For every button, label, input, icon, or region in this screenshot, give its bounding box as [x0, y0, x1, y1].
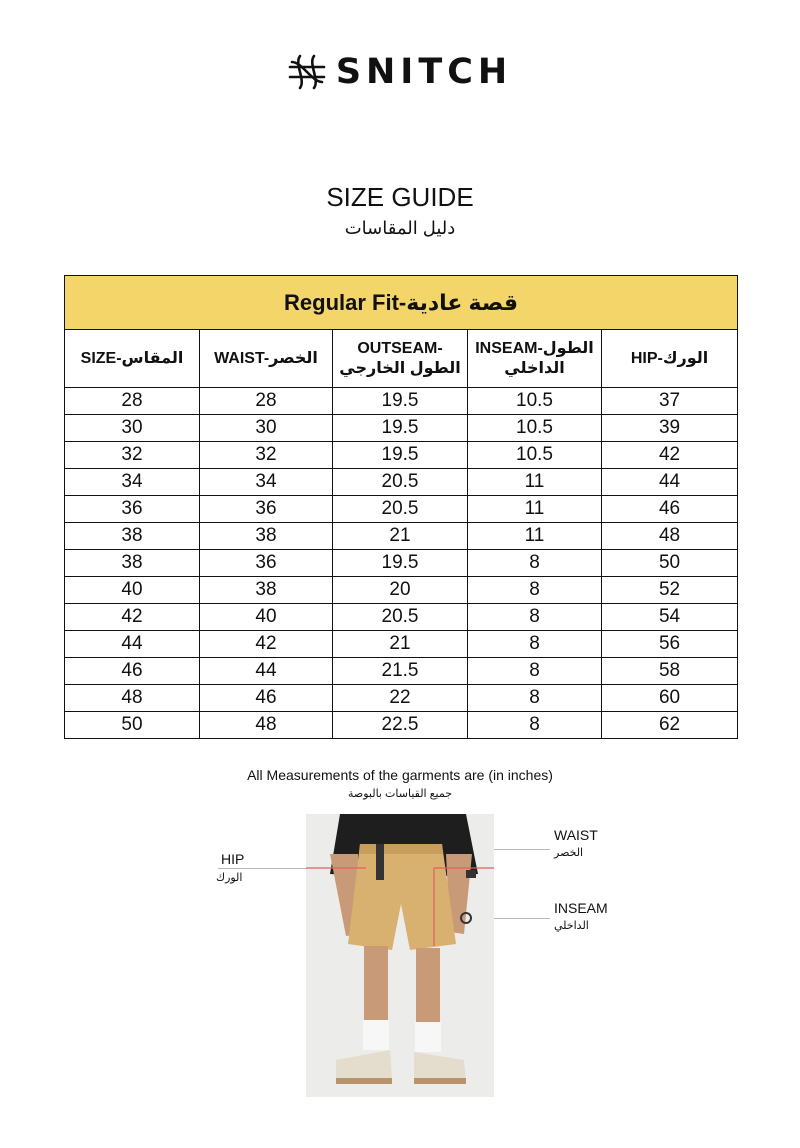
inseam-pointer-line [494, 918, 550, 919]
table-cell: 58 [602, 658, 738, 685]
hip-label: HIP [221, 851, 245, 867]
table-cell: 21.5 [333, 658, 468, 685]
measurement-note-arabic: جميع القياسات بالبوصة [347, 788, 453, 800]
table-cell: 50 [65, 712, 200, 739]
table-row [65, 685, 738, 712]
table-row [65, 604, 738, 631]
table-cell: 50 [602, 550, 738, 577]
table-cell: 34 [200, 469, 333, 496]
table-row [65, 631, 738, 658]
table-row [65, 712, 738, 739]
brand-name: SNITCH [335, 52, 513, 92]
table-cell: 28 [200, 388, 333, 415]
table-cell: 40 [200, 604, 333, 631]
table-cell: 30 [65, 415, 200, 442]
table-cell: 46 [602, 496, 738, 523]
table-cell: 34 [65, 469, 200, 496]
table-cell: 54 [602, 604, 738, 631]
table-cell: 19.5 [333, 550, 468, 577]
table-cell: 38 [200, 577, 333, 604]
table-cell: 10.5 [468, 442, 602, 469]
table-cell: 10.5 [468, 415, 602, 442]
table-cell: 48 [602, 523, 738, 550]
table-cell: 22.5 [333, 712, 468, 739]
table-cell: 56 [602, 631, 738, 658]
table-row [65, 388, 738, 415]
table-cell: 46 [200, 685, 333, 712]
fit-header: Regular Fit-قصة عادية [65, 276, 738, 330]
table-cell: 8 [468, 658, 602, 685]
table-cell: 36 [200, 550, 333, 577]
hip-label-arabic: الورك [216, 872, 243, 884]
brand-logo [0, 52, 800, 92]
table-cell: 48 [65, 685, 200, 712]
table-cell: 42 [602, 442, 738, 469]
table-cell: 8 [468, 712, 602, 739]
table-cell: 32 [65, 442, 200, 469]
snitch-logo-icon [288, 54, 326, 90]
model-photo [306, 814, 494, 1097]
table-row [65, 658, 738, 685]
table-cell: 21 [333, 631, 468, 658]
waist-label-arabic: الخصر [554, 847, 584, 859]
measurement-note: All Measurements of the garments are (in inches) [247, 767, 553, 783]
table-cell: 28 [65, 388, 200, 415]
table-cell: 8 [468, 604, 602, 631]
table-row [65, 496, 738, 523]
column-header: WAIST-الخصر [200, 330, 333, 388]
table-cell: 46 [65, 658, 200, 685]
table-cell: 11 [468, 496, 602, 523]
table-cell: 10.5 [468, 388, 602, 415]
table-row [65, 415, 738, 442]
table-cell: 42 [200, 631, 333, 658]
waist-pointer-line [494, 849, 550, 850]
table-cell: 20.5 [333, 496, 468, 523]
table-cell: 37 [602, 388, 738, 415]
table-cell: 8 [468, 631, 602, 658]
table-cell: 60 [602, 685, 738, 712]
table-cell: 20.5 [333, 469, 468, 496]
table-cell: 21 [333, 523, 468, 550]
table-cell: 62 [602, 712, 738, 739]
inseam-label: INSEAM [554, 900, 608, 916]
column-header: HIP-الورك [602, 330, 738, 388]
table-cell: 48 [200, 712, 333, 739]
table-cell: 11 [468, 469, 602, 496]
table-cell: 22 [333, 685, 468, 712]
column-header: OUTSEAM- الطول الخارجي [333, 330, 468, 388]
table-cell: 19.5 [333, 415, 468, 442]
table-row [65, 523, 738, 550]
table-row [65, 469, 738, 496]
table-cell: 38 [200, 523, 333, 550]
column-header: SIZE-المقاس [65, 330, 200, 388]
table-cell: 8 [468, 577, 602, 604]
table-cell: 8 [468, 550, 602, 577]
table-cell: 36 [200, 496, 333, 523]
table-cell: 38 [65, 550, 200, 577]
table-cell: 19.5 [333, 388, 468, 415]
page-title: SIZE GUIDE [326, 182, 474, 212]
table-cell: 42 [65, 604, 200, 631]
table-cell: 20.5 [333, 604, 468, 631]
hip-pointer-line [218, 868, 306, 869]
page-title-arabic: دليل المقاسات [344, 218, 456, 238]
table-cell: 52 [602, 577, 738, 604]
table-cell: 44 [65, 631, 200, 658]
table-cell: 8 [468, 685, 602, 712]
table-cell: 40 [65, 577, 200, 604]
table-cell: 19.5 [333, 442, 468, 469]
table-cell: 30 [200, 415, 333, 442]
table-cell: 44 [200, 658, 333, 685]
table-cell: 44 [602, 469, 738, 496]
table-cell: 32 [200, 442, 333, 469]
inseam-label-arabic: الداخلي [554, 920, 589, 932]
table-cell: 39 [602, 415, 738, 442]
table-row [65, 577, 738, 604]
table-row [65, 550, 738, 577]
table-row [65, 442, 738, 469]
table-cell: 11 [468, 523, 602, 550]
column-header: INSEAM-الطول الداخلي [468, 330, 602, 388]
table-cell: 20 [333, 577, 468, 604]
table-cell: 36 [65, 496, 200, 523]
table-cell: 38 [65, 523, 200, 550]
size-table [64, 275, 738, 739]
waist-label: WAIST [554, 827, 598, 843]
